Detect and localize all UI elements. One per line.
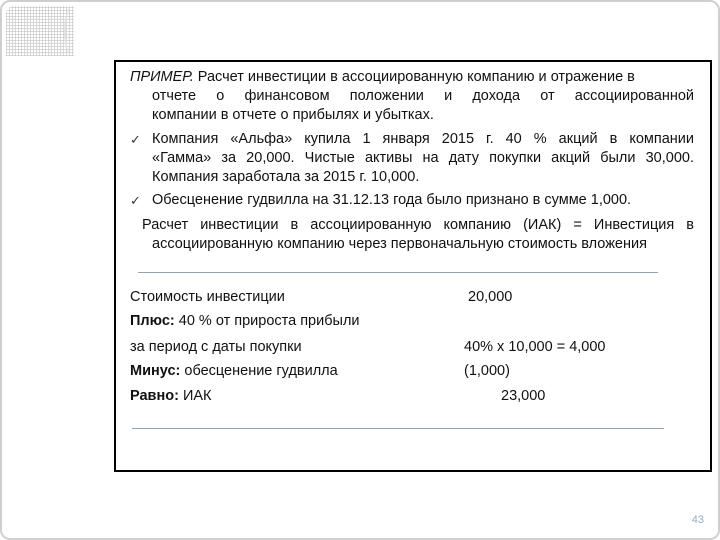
- divider-top: [138, 272, 658, 273]
- example-title-text: Расчет инвестиции в ассоциированную компанию и отражение в: [197, 69, 635, 85]
- example-title-line3: компании в отчете о прибылях и убытках.: [152, 107, 434, 123]
- page-number: 43: [691, 514, 704, 526]
- calc-row-equals-value: 23,000: [501, 388, 546, 404]
- example-label: ПРИМЕР.: [130, 69, 194, 85]
- bullet1-line2: «Гамма» за 20,000. Чистые активы на дату покупки акций были 30,000.: [152, 150, 694, 166]
- bullet2-line1: Обесценение гудвилла на 31.12.13 года было признано в сумме 1,000.: [152, 192, 632, 208]
- calc-row-cost-label: Стоимость инвестиции: [130, 289, 285, 305]
- example-title-line1: [130, 68, 635, 87]
- calc-row-equals-label: Равно: ИАК: [130, 388, 212, 404]
- divider-bottom: [132, 428, 664, 429]
- corner-decoration: [6, 6, 74, 56]
- formula-line2: ассоциированную компанию через первоначальную стоимость вложения: [152, 236, 647, 252]
- checkmark-icon: ✓: [130, 132, 141, 147]
- checkmark-icon: ✓: [130, 193, 141, 208]
- calc-row-cost-value: 20,000: [468, 289, 513, 305]
- bullet1-line1: Компания «Альфа» купила 1 января 2015 г. 40 % акций в компании: [152, 131, 694, 147]
- bullet1-line3: Компания заработала за 2015 г. 10,000.: [152, 169, 420, 185]
- example-title-line2: отчете о финансовом положении и дохода от ассоциированной: [152, 88, 694, 104]
- calc-row-plus-label: Плюс: 40 % от прироста прибыли: [130, 313, 360, 329]
- calc-row-minus-label: Минус: обесценение гудвилла: [130, 363, 338, 379]
- calc-row-period-value: 40% x 10,000 = 4,000: [464, 339, 606, 355]
- formula-line1: Расчет инвестиции в ассоциированную компанию (ИАК) = Инвестиция в: [142, 217, 694, 233]
- example-box: [114, 60, 712, 472]
- calc-row-minus-value: (1,000): [464, 363, 510, 379]
- calc-row-period-label: за период с даты покупки: [130, 339, 302, 355]
